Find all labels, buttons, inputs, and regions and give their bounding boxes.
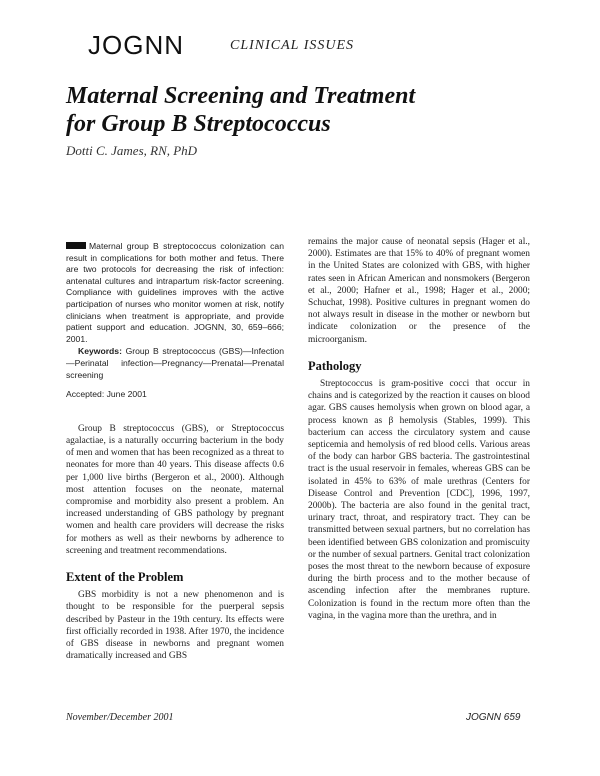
- right-column-text: [308, 236, 530, 622]
- pathology-paragraph: Streptococcus is gram-positive cocci that occur in chains and is categorized by the reaction it causes on blood agar. GBS causes hemolysis when grown on blood agar, a process known as β hemolysis (Stables, 1999). This bacterium can access the circulatory system and cause septicemia and hemolysis of red blood cells. Various areas of the body can harbor GBS bacteria. The gastrointestinal tract is the usual reservoir in females, whereas GBS can be isolated in 45% to 63% of male urethras (Centers for Disease Control and Prevention [CDC], 1996, 1997, 2000b). The bacteria are also found in the genital tract, urinary tract, throat, and respiratory tract. They can be transmitted between sexual partners, but no correlation has been identified between GBS colonization and promiscuity or the number of sexual partners. Genital tract colonization poses the most threat to the newborn because of exposure during the birth process and to the mother because of ascending infection after the membranes rupture. Colonization is found in the rectum more often than the vagina, in the vagina more than the urethra, and in: [308, 379, 530, 621]
- abstract: [66, 241, 284, 401]
- extent-paragraph: GBS morbidity is not a new phenomenon and is thought to be responsible for the puerperal sepsis described by Pasteur in the 19th century. Its effects were first officially recorded in 1938. After 1970, the incidence of GBS disease in newborns and pregnant women dramatically increased and GBS: [66, 590, 284, 662]
- article-author: Dotti C. James, RN, PhD: [66, 143, 198, 158]
- keywords-label: Keywords:: [78, 346, 122, 357]
- accepted-date: Accepted: June 2001: [66, 389, 147, 400]
- footer-page-number: JOGNN 659: [466, 712, 521, 723]
- journal-name: JOGNN: [88, 30, 184, 60]
- article-title-line-2: for Group B Streptococcus: [66, 111, 331, 137]
- keywords-text: Group B streptococcus (GBS)—Infection—Perinatal infection—Pregnancy—Prenatal—Prenatal screening: [66, 346, 284, 380]
- extent-heading: Extent of the Problem: [66, 569, 184, 584]
- abstract-marker-square: [66, 242, 86, 249]
- section-label: CLINICAL ISSUES: [230, 38, 355, 53]
- intro-section: [66, 423, 284, 663]
- footer-date: November/December 2001: [66, 712, 174, 723]
- pathology-heading: Pathology: [308, 358, 362, 373]
- abstract-text: Maternal group B streptococcus colonization can result in complications for both mother and fetus. There are two protocols for decreasing the risk of infection: antenatal cultures and intrapartum risk-factor screening. Compliance with guidelines improves with the active participation of nurses who monitor women at risk, notify clinicians when treatment is appropriate, and provide patient support and education. JOGNN, 30, 659–666; 2001.: [66, 241, 284, 344]
- keywords-line: [66, 346, 284, 381]
- article-title: [66, 82, 536, 138]
- left-column: [66, 241, 284, 662]
- article-title-line-1: Maternal Screening and Treatment: [66, 83, 416, 109]
- abstract-paragraph: [66, 241, 284, 345]
- continuation-paragraph: remains the major cause of neonatal sepsis (Hager et al., 2000). Estimates are that 15% to 40% of pregnant women in the United States are colonized with GBS, with higher rates seen in African American and nonsmokers (Bergeron et al., 2000; Hafner et al., 1998; Hager et al., 2000; Schuchat, 1998). Positive cultures in pregnant women do not always result in disease in the mother or newborn but indicate colonization or the presence of the microorganism.: [308, 237, 530, 345]
- right-column: [308, 237, 530, 622]
- intro-paragraph: Group B streptococcus (GBS), or Streptococcus agalactiae, is a naturally occurring bacterium in the body of men and women that has been recognized as a threat to neonates for more than 40 years. This disease affects 0.6 per 1,000 live births (Bergeron et al., 2000). Although most attention focuses on the neonate, maternal compromise and morbidity also present a problem. An increased understanding of GBS pathology by pregnant women and health care providers will decrease the risks for mothers as well as their newborns by adherence to screening and treatment recommendations.: [66, 423, 284, 556]
